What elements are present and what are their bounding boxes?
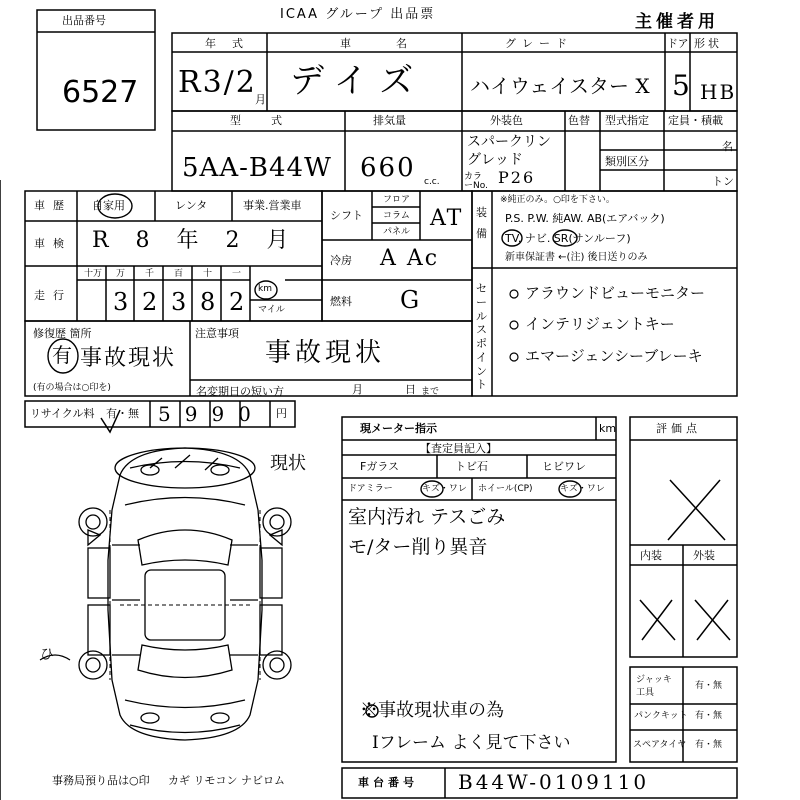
exterior-color-value: スパークリングレッド [467,134,551,169]
fuel-label: 燃料 [330,295,352,308]
capacity-label: 定員・積載 [668,114,723,127]
jack-options[interactable]: 有・無 [695,681,723,691]
car-name-value: デイズ [290,61,426,101]
diagram-left-note: ひ [40,647,54,663]
model-value: 5AA-B44W [182,153,332,183]
door-mirror-label: ドアミラー [348,484,393,494]
history-label: 車歴 [34,199,72,212]
equipment-row-3: 新車保証書 ←(注) 後日送りのみ [505,252,648,263]
expiry-day: 日 [405,383,416,396]
meter-label: 現メーター指示 [360,422,437,435]
sales-point-label: セールスポイント [476,282,487,392]
body-value: HB [700,80,737,104]
shaken-label: 車検 [34,237,72,250]
history-business[interactable]: 事業.営業車 [243,199,302,212]
mileage-place-0: 十万 [84,269,103,279]
mileage-place-2: 千 [145,269,155,279]
grade-label: グレード [505,37,573,50]
ac-label: 冷房 [330,254,352,267]
exterior-rating-label: 外装 [693,549,715,562]
class-label: 類別区分 [605,155,649,168]
office-note: 事務局預り品は○印 [52,774,150,787]
mileage-digit-2: 2 [142,288,160,316]
recycle-options[interactable]: 有・無 [106,407,139,420]
ac-value: A Ac [380,246,440,271]
sales-point-1: アラウンドビューモニター [525,284,706,302]
displacement-value: 660 [360,153,416,183]
color-no-value: P26 [498,168,536,187]
spare-options[interactable]: 有・無 [695,740,723,750]
inspection-note-2: モ/ター削り異音 [348,536,488,558]
sales-point-3: エマージェンシーブレーキ [525,347,703,365]
repair-value: 事故現状 [80,346,177,371]
repair-mark: 有 [52,343,72,367]
year-label: 年式 [205,37,259,50]
history-rental[interactable]: レンタ [175,199,208,212]
notes-value: 事故現状 [265,338,386,368]
recycle-amount: 5990 [158,402,265,426]
inspection-bottom-2: Iフレーム よく見て下さい [372,733,571,753]
repair-footnote: (有の場合は○印を) [33,383,111,393]
lot-number-label: 出品番号 [62,14,106,27]
expiry-until: まで [421,387,440,397]
shift-label: シフト [330,209,363,222]
mileage-place-4: 十 [203,269,213,279]
persons-unit: 名 [722,140,733,153]
expiry-month: 月 [352,383,363,396]
history-private[interactable]: 自家用 [92,199,125,212]
notes-label: 注意事項 [195,327,239,340]
cc-unit: c.c. [424,177,440,187]
inspector-label: 【査定員記入】 [420,442,497,455]
fuel-value: G [400,286,422,314]
puncture-label: パンクキット [634,711,688,721]
recycle-label: リサイクル料 [30,407,95,420]
shift-panel[interactable]: パネル [383,227,411,237]
spare-label: スペアタイヤ [633,740,687,750]
inspection-note-1: 室内汚れ テスごみ [348,506,506,528]
mileage-place-1: 万 [116,269,126,279]
km-unit: km [258,284,272,294]
meter-km-unit: km [599,422,617,435]
equipment-row-2: TV. ナビ. SR(サンルーフ) [505,232,631,245]
shift-floor[interactable]: フロア [383,195,411,205]
recycle-yen: 円 [276,407,287,420]
interior-label: 内装 [640,549,662,562]
color-change-label: 色替 [568,114,590,127]
displacement-label: 排気量 [373,114,406,127]
wheel-label: ホイール(CP) [478,484,533,494]
body-label: 形状 [694,37,722,50]
chassis-label: 車台番号 [358,776,418,789]
model-label: 型式 [230,114,312,127]
rating-label: 評価点 [656,422,701,435]
equipment-label: 装備 [476,206,487,240]
fglass-label[interactable]: Fガラス [360,460,399,473]
mileage-digit-5: 2 [229,288,247,316]
inspection-bottom-1: ※事故現状車の為 [360,700,504,721]
type-spec-label: 型式指定 [605,114,649,127]
hibiware-label[interactable]: ヒビワレ [542,460,586,473]
mileage-digit-3: 3 [171,288,189,316]
car-diagram [79,448,291,740]
lot-number: 6527 [62,75,139,110]
exterior-label: 外装色 [490,114,523,127]
diagram-note: 現状 [270,453,306,474]
shift-value: AT [430,206,464,231]
shift-column[interactable]: コラム [383,211,410,221]
chassis-value: B44W-0109110 [458,770,650,794]
year-value: R3/2 [178,65,257,100]
mileage-place-3: 百 [174,269,184,279]
expiry-label: 名変期日の短い方 [196,385,284,398]
car-name-label: 車名 [340,37,452,50]
doors-value: 5 [672,69,692,102]
equipment-row-1: P.S. P.W. 純AW. AB(エアバック) [505,212,665,225]
sales-point-2: インテリジェントキー [525,315,675,333]
tobiishi-label[interactable]: トビ石 [455,460,488,473]
grade-value: ハイウェイスター X [470,74,650,98]
color-no-label: カラーNo. [464,172,488,191]
wheel-options[interactable]: キズ・ワレ [560,484,605,494]
jack-label: ジャッキ工具 [636,675,672,698]
mirror-options[interactable]: キズ・ワレ [422,484,467,494]
equipment-note: ※純正のみ。○印を下さい。 [500,195,615,205]
keys-note: カギ リモコン ナビロム [168,774,285,787]
doors-label: ドア [667,37,689,50]
mileage-place-5: 一 [232,269,242,279]
mile-unit: マイル [258,305,285,315]
sheet-title: ICAA グループ 出品票 [280,7,436,22]
year-month-unit: 月 [255,93,266,106]
repair-label: 修復歴 箇所 [33,327,92,340]
mileage-digit-4: 8 [200,288,218,316]
tons-unit: トン [712,175,734,188]
mileage-digit-1: 3 [113,288,131,316]
organizer-label: 主催者用 [635,12,719,32]
puncture-options[interactable]: 有・無 [695,711,723,721]
mileage-label: 走行 [34,289,72,302]
shaken-value: R 8 年 2 月 [92,228,299,253]
